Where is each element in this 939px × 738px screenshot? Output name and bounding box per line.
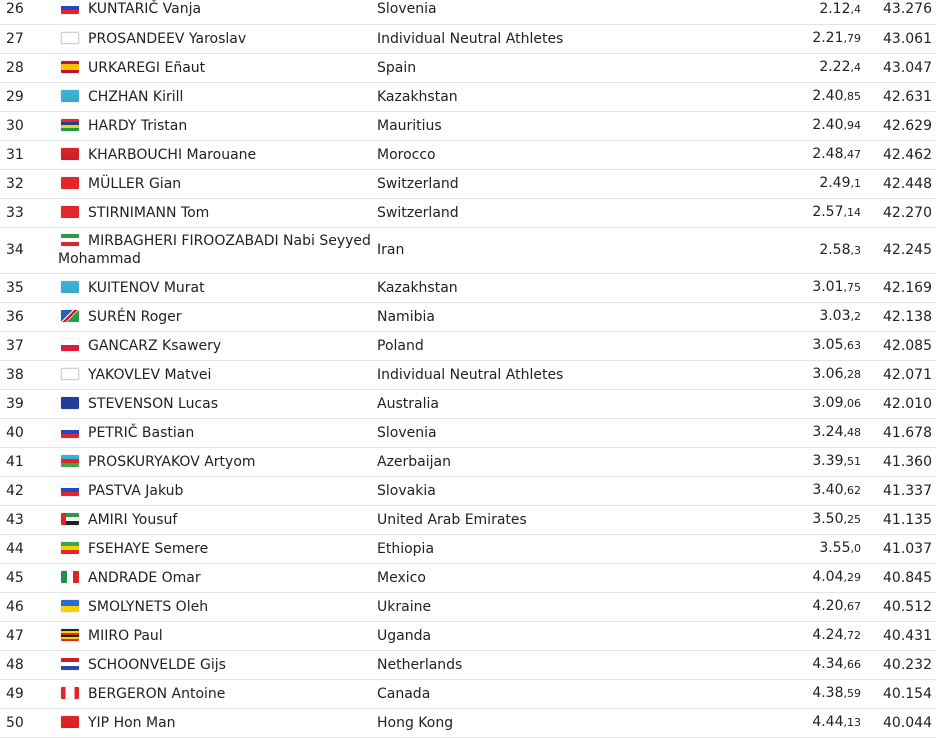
gap-fraction: ,79 [843,32,861,45]
flag-icon [61,397,79,409]
rank-cell: 43 [0,505,58,534]
rank-cell: 38 [0,360,58,389]
gap-seconds: 2.57 [812,204,844,220]
rider-cell [58,227,375,273]
team-link[interactable]: Namibia [377,308,435,325]
table-row [0,563,936,592]
team-link[interactable]: Azerbaijan [377,453,451,470]
speed-cell: 40.431 [861,621,936,650]
team-cell [375,273,705,302]
speed-cell: 42.631 [861,82,936,111]
speed-cell: 43.061 [861,24,936,53]
rider-cell [58,389,375,418]
gap-cell [705,476,861,505]
rank-cell: 41 [0,447,58,476]
flag-icon [61,119,79,131]
flag-icon [61,281,79,293]
gap-seconds: 3.09 [812,395,844,411]
gap-fraction: ,4 [850,2,861,16]
flag-icon [61,177,79,189]
gap-cell [705,679,861,708]
rank-cell: 31 [0,140,58,169]
flag-icon [61,310,79,322]
flag-icon [61,61,79,73]
rider-name-link[interactable]: YIP Hon Man [88,714,176,731]
speed-cell: 40.232 [861,650,936,679]
gap-seconds: 3.06 [812,366,844,382]
rider-name-link[interactable]: URKAREGI Eñaut [88,59,206,76]
gap-seconds: 4.04 [812,569,844,585]
rider-cell [58,447,375,476]
flag-icon [61,339,79,351]
team-cell [375,227,705,273]
team-link[interactable]: United Arab Emirates [377,511,527,528]
flag-icon [61,629,79,641]
speed-cell: 42.270 [861,198,936,227]
gap-seconds: 4.38 [812,685,844,701]
table-row [0,476,936,505]
rank-cell: 27 [0,24,58,53]
rider-name-link[interactable]: MÜLLER Gian [88,175,182,192]
gap-seconds: 3.05 [812,337,844,353]
gap-seconds: 3.39 [812,453,844,469]
team-link[interactable]: Slovenia [377,424,437,441]
team-cell [375,360,705,389]
rider-cell [58,563,375,592]
flag-icon [61,368,79,380]
speed-cell: 41.135 [861,505,936,534]
speed-cell: 43.276 [861,0,936,24]
rider-name-link[interactable]: BERGERON Antoine [88,685,226,702]
rank-cell: 33 [0,198,58,227]
team-cell [375,82,705,111]
gap-cell [705,563,861,592]
gap-fraction: ,13 [843,716,861,729]
rank-cell: 45 [0,563,58,592]
flag-icon [61,571,79,583]
rank-cell: 30 [0,111,58,140]
table-row [0,227,936,273]
flag-icon [61,513,79,525]
team-cell [375,389,705,418]
speed-cell: 41.678 [861,418,936,447]
rider-cell [58,534,375,563]
gap-seconds: 2.12 [819,0,851,17]
gap-fraction: ,29 [843,571,861,584]
rider-name-link[interactable]: KHARBOUCHI Marouane [88,146,257,163]
team-link[interactable]: Switzerland [377,204,459,221]
rider-name-link[interactable]: STEVENSON Lucas [88,395,219,412]
team-cell [375,302,705,331]
gap-fraction: ,47 [843,148,861,161]
rider-name-link[interactable]: YAKOVLEV Matvei [88,366,212,383]
table-row [0,621,936,650]
gap-cell [705,621,861,650]
gap-seconds: 3.24 [812,424,844,440]
rider-name-link[interactable]: HARDY Tristan [88,117,188,134]
rider-name-link[interactable]: MIIRO Paul [88,627,163,644]
gap-cell [705,360,861,389]
team-link[interactable]: Individual Neutral Athletes [377,366,564,383]
team-cell [375,505,705,534]
gap-fraction: ,14 [843,206,861,219]
gap-seconds: 3.50 [812,511,844,527]
table-row [0,360,936,389]
gap-cell [705,82,861,111]
gap-fraction: ,63 [843,339,861,352]
team-cell [375,418,705,447]
gap-fraction: ,1 [850,177,861,190]
team-link[interactable]: Ukraine [377,598,432,615]
rider-cell [58,476,375,505]
team-link[interactable]: Hong Kong [377,714,454,731]
team-link[interactable]: Netherlands [377,656,463,673]
team-link[interactable]: Kazakhstan [377,88,458,105]
rider-cell [58,111,375,140]
rank-cell: 32 [0,169,58,198]
rider-name-link[interactable]: ANDRADE Omar [88,569,201,586]
team-link[interactable]: Canada [377,685,431,702]
rank-cell: 29 [0,82,58,111]
flag-icon [61,484,79,496]
flag-icon [61,2,79,14]
gap-cell [705,534,861,563]
rider-cell [58,592,375,621]
team-link[interactable]: Switzerland [377,175,459,192]
flag-icon [61,658,79,670]
team-link[interactable]: Australia [377,395,439,412]
gap-cell [705,273,861,302]
gap-cell [705,227,861,273]
rider-name-link[interactable]: FSEHAYE Semere [88,540,209,557]
rider-cell [58,53,375,82]
gap-fraction: ,67 [843,600,861,613]
team-cell [375,331,705,360]
team-link[interactable]: Morocco [377,146,436,163]
speed-cell: 42.071 [861,360,936,389]
rider-cell [58,331,375,360]
table-row [0,198,936,227]
gap-cell [705,111,861,140]
rider-name-link[interactable]: PETRIČ Bastian [88,424,195,441]
rank-cell: 50 [0,708,58,737]
rider-name-link[interactable]: AMIRI Yousuf [88,511,178,528]
flag-icon [61,32,79,44]
rank-cell: 37 [0,331,58,360]
team-cell [375,563,705,592]
rider-name-link[interactable]: SMOLYNETS Oleh [88,598,209,615]
rank-cell: 44 [0,534,58,563]
speed-cell: 41.360 [861,447,936,476]
table-row [0,273,936,302]
gap-seconds: 3.01 [812,279,844,295]
speed-cell: 42.462 [861,140,936,169]
table-row [0,0,936,24]
gap-cell [705,140,861,169]
gap-seconds: 2.48 [812,146,844,162]
rider-cell [58,140,375,169]
gap-fraction: ,51 [843,455,861,468]
gap-seconds: 2.49 [819,175,851,191]
rank-cell: 28 [0,53,58,82]
rider-cell [58,418,375,447]
team-cell [375,447,705,476]
rider-cell [58,650,375,679]
team-link[interactable]: Uganda [377,627,432,644]
gap-seconds: 2.22 [819,59,851,75]
flag-icon [61,455,79,467]
gap-fraction: ,85 [843,90,861,103]
flag-icon [61,234,79,246]
table-row [0,82,936,111]
gap-fraction: ,28 [843,368,861,381]
rank-cell: 26 [0,0,58,24]
flag-icon [61,90,79,102]
rider-name-link[interactable]: GANCARZ Ksawery [88,337,222,354]
gap-seconds: 2.40 [812,117,844,133]
gap-cell [705,169,861,198]
team-cell [375,621,705,650]
gap-cell [705,302,861,331]
gap-seconds: 2.21 [812,30,844,46]
flag-icon [61,716,79,728]
team-cell [375,53,705,82]
speed-cell: 40.154 [861,679,936,708]
gap-cell [705,447,861,476]
rank-cell: 36 [0,302,58,331]
flag-icon [61,426,79,438]
rank-cell: 42 [0,476,58,505]
rider-cell [58,169,375,198]
rider-name-link[interactable]: PASTVA Jakub [88,482,184,499]
gap-seconds: 2.58 [819,241,851,258]
team-cell [375,592,705,621]
rider-name-link[interactable]: STIRNIMANN Tom [88,204,210,221]
gap-fraction: ,75 [843,281,861,294]
rider-name-link[interactable]: KUNTARIČ Vanja [88,1,202,18]
rank-cell: 49 [0,679,58,708]
flag-icon [61,687,79,699]
team-link[interactable]: Kazakhstan [377,279,458,296]
flag-icon [61,600,79,612]
gap-cell [705,53,861,82]
rider-name-link[interactable]: SURÉN Roger [88,308,182,325]
speed-cell: 40.044 [861,708,936,737]
gap-fraction: ,25 [843,513,861,526]
team-cell [375,534,705,563]
gap-cell [705,389,861,418]
table-row [0,679,936,708]
team-link[interactable]: Iran [377,242,405,258]
table-row [0,24,936,53]
rider-cell [58,24,375,53]
table-row [0,592,936,621]
gap-cell [705,592,861,621]
gap-cell [705,331,861,360]
team-link[interactable]: Mexico [377,569,426,586]
gap-fraction: ,66 [843,658,861,671]
team-cell [375,198,705,227]
table-row [0,169,936,198]
team-cell [375,650,705,679]
table-row [0,111,936,140]
gap-seconds: 3.55 [819,540,851,556]
gap-cell [705,198,861,227]
table-row [0,505,936,534]
gap-fraction: ,2 [850,310,861,323]
rider-cell [58,198,375,227]
flag-icon [61,206,79,218]
team-cell [375,679,705,708]
rank-cell: 34 [0,227,58,273]
rider-name-link[interactable]: PROSANDEEV Yaroslav [88,30,247,47]
gap-cell [705,0,861,24]
rider-name-link[interactable]: MIRBAGHERI FIROOZABADI Nabi Seyyed Mohammad [58,233,371,267]
gap-seconds: 4.24 [812,627,844,643]
table-row [0,53,936,82]
speed-cell: 42.138 [861,302,936,331]
team-link[interactable]: Ethiopia [377,540,435,557]
rank-cell: 40 [0,418,58,447]
rank-cell: 35 [0,273,58,302]
speed-cell: 40.512 [861,592,936,621]
gap-fraction: ,3 [850,243,861,257]
rider-cell [58,82,375,111]
speed-cell: 43.047 [861,53,936,82]
rider-cell [58,621,375,650]
rider-name-link[interactable]: PROSKURYAKOV Artyom [88,453,256,470]
team-cell [375,169,705,198]
rider-name-link[interactable]: KUITENOV Murat [88,279,205,296]
speed-cell: 40.845 [861,563,936,592]
flag-icon [61,148,79,160]
team-cell [375,0,705,24]
speed-cell: 41.037 [861,534,936,563]
table-row [0,534,936,563]
table-row [0,447,936,476]
gap-seconds: 4.34 [812,656,844,672]
gap-seconds: 3.03 [819,308,851,324]
rank-cell: 48 [0,650,58,679]
rider-cell [58,505,375,534]
rank-cell: 39 [0,389,58,418]
gap-cell [705,418,861,447]
team-cell [375,111,705,140]
team-cell [375,24,705,53]
speed-cell: 41.337 [861,476,936,505]
gap-fraction: ,48 [843,426,861,439]
gap-fraction: ,0 [850,542,861,555]
rider-cell [58,302,375,331]
gap-cell [705,505,861,534]
team-link[interactable]: Poland [377,337,424,354]
speed-cell: 42.010 [861,389,936,418]
flag-icon [61,542,79,554]
table-row [0,140,936,169]
gap-fraction: ,4 [850,61,861,74]
rider-name-link[interactable]: CHZHAN Kirill [88,88,184,105]
gap-fraction: ,94 [843,119,861,132]
team-cell [375,476,705,505]
gap-fraction: ,59 [843,687,861,700]
rider-cell [58,0,375,24]
speed-cell: 42.448 [861,169,936,198]
rider-cell [58,273,375,302]
gap-cell [705,650,861,679]
speed-cell: 42.245 [861,227,936,273]
team-cell [375,140,705,169]
team-link[interactable]: Mauritius [377,117,442,134]
team-link[interactable]: Slovenia [377,1,437,18]
rank-cell: 47 [0,621,58,650]
gap-fraction: ,06 [843,397,861,410]
gap-seconds: 3.40 [812,482,844,498]
speed-cell: 42.085 [861,331,936,360]
gap-seconds: 4.20 [812,598,844,614]
team-link[interactable]: Slovakia [377,482,436,499]
gap-cell [705,24,861,53]
rank-cell: 46 [0,592,58,621]
table-row [0,418,936,447]
table-row [0,389,936,418]
table-row [0,302,936,331]
gap-fraction: ,62 [843,484,861,497]
gap-fraction: ,72 [843,629,861,642]
team-link[interactable]: Spain [377,59,417,76]
rider-name-link[interactable]: SCHOONVELDE Gijs [88,656,226,673]
table-row [0,650,936,679]
rider-cell [58,679,375,708]
gap-seconds: 4.44 [812,714,844,730]
gap-seconds: 2.40 [812,88,844,104]
rider-cell [58,360,375,389]
table-row [0,331,936,360]
speed-cell: 42.169 [861,273,936,302]
team-link[interactable]: Individual Neutral Athletes [377,30,564,47]
speed-cell: 42.629 [861,111,936,140]
